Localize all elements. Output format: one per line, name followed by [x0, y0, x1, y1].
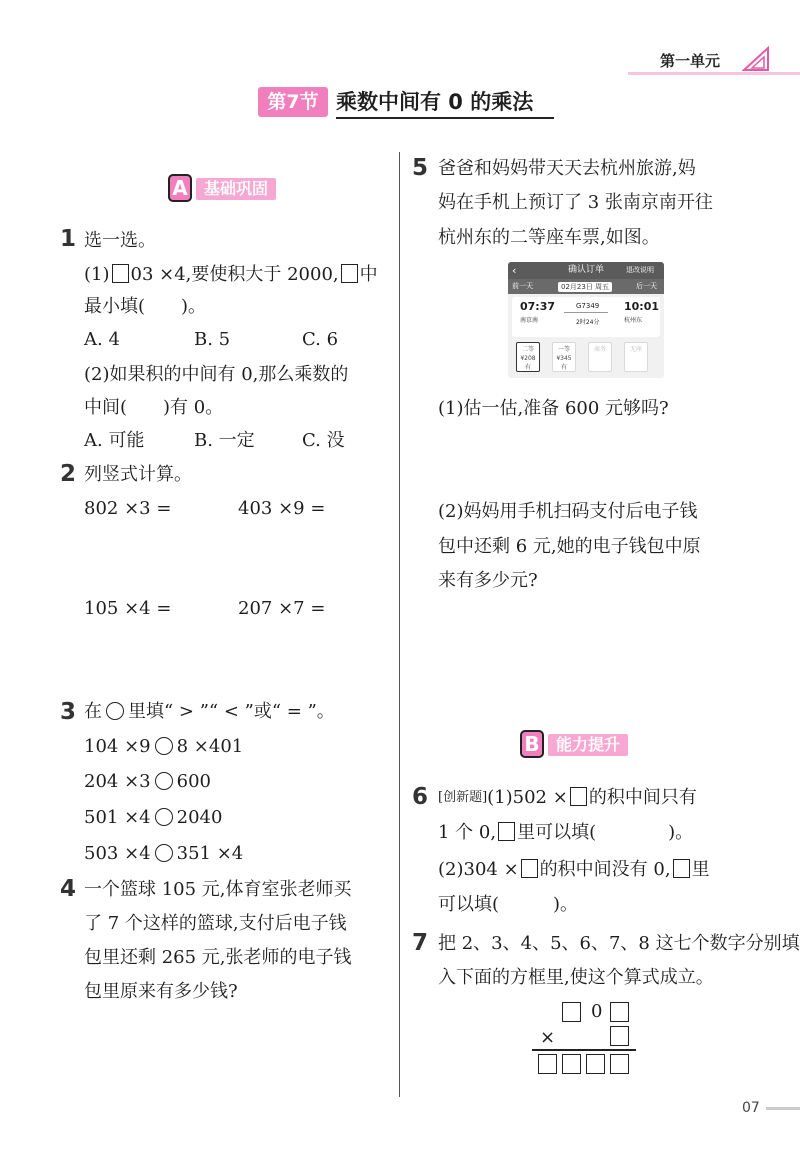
q5-sub1: (1)估一估,准备 600 元够吗? [438, 398, 669, 419]
page-bar [766, 1107, 800, 1110]
digit-box [610, 1026, 629, 1046]
level-b-title: 能力提升 [548, 734, 628, 756]
equation-line [532, 1049, 636, 1051]
level-b-letter: B [520, 730, 544, 758]
q1-option-c: C. 6 [302, 329, 339, 350]
digit-box [562, 1054, 581, 1074]
q4-line-4: 包里原来有多少钱? [84, 981, 238, 1002]
date-bar [508, 279, 664, 294]
q1-option-a: A. 4 [84, 329, 120, 350]
prev-day: 前一天 [512, 282, 533, 290]
q4-number: 4 [60, 876, 77, 902]
q5-sub2-line2: 包中还剩 6 元,她的电子钱包中原 [438, 536, 701, 557]
q4-line-1: 一个篮球 105 元,体育室张老师买 [84, 879, 352, 900]
compare-circle [155, 844, 173, 862]
seat-option: 二等 ¥208 有 [516, 342, 540, 372]
unit-underline [628, 72, 800, 75]
route-line [564, 312, 608, 313]
digit-box [586, 1054, 605, 1074]
seat-option: 商务 [588, 342, 612, 372]
q6-line-2: 1 个 0, 里可以填( )。 [438, 822, 694, 843]
seat-option: 无座 [624, 342, 648, 372]
section-title: 乘数中间有 0 的乘法 [336, 90, 534, 114]
level-a-letter: A [168, 174, 192, 202]
q3-row-3: 501 ×4 2040 [84, 807, 223, 828]
answer-box [498, 822, 515, 841]
unit-label: 第一单元 [660, 52, 721, 70]
dep-station: 南京南 [520, 317, 539, 324]
next-day: 后一天 [636, 282, 657, 290]
date-value: 02月23日 周五 [558, 282, 612, 292]
q1-part2-line2: 中间( )有 0。 [84, 397, 224, 418]
times-sign: × [540, 1027, 556, 1048]
ticket-header [508, 262, 664, 279]
q4-line-2: 了 7 个这样的篮球,支付后电子钱 [84, 913, 347, 934]
q2-item-2: 403 ×9 = [238, 498, 326, 519]
q1-number: 1 [60, 226, 77, 252]
compare-circle [155, 808, 173, 826]
q1-part1-line2: 最小填( )。 [84, 296, 207, 317]
q5-sub2-line3: 来有多少元? [438, 570, 538, 591]
digit-box [610, 1002, 629, 1022]
q1-part1-line1: (1) 03 ×4,要使积大于 2000, 中 [84, 264, 378, 285]
digit-box [562, 1002, 581, 1022]
ticket-rules: 退改说明 [626, 266, 654, 274]
answer-box [570, 787, 587, 806]
ticket-title: 确认订单 [568, 265, 605, 275]
q5-sub2-line1: (2)妈妈用手机扫码支付后电子钱 [438, 501, 698, 522]
innovation-tag: [创新题] [438, 790, 488, 805]
duration: 2时24分 [576, 319, 600, 326]
q1-option-c2: C. 没 [302, 430, 345, 451]
page-number: 07 [742, 1100, 760, 1116]
q5-line-1: 爸爸和妈妈带天天去杭州旅游,妈 [438, 158, 696, 179]
level-a-title: 基础巩固 [196, 178, 276, 200]
dep-time: 07:37 [520, 300, 556, 313]
q3-number: 3 [60, 699, 77, 725]
q1-part2-line1: (2)如果积的中间有 0,那么乘数的 [84, 364, 349, 385]
compare-circle [106, 702, 124, 720]
seat-option: 一等 ¥345 有 [552, 342, 576, 372]
q3-title: 在 里填“ > ”“ < ”或“ = ”。 [84, 701, 335, 722]
arr-station: 杭州东 [624, 317, 643, 324]
triangle-ruler-icon [742, 46, 770, 72]
q2-title: 列竖式计算。 [84, 464, 192, 485]
compare-circle [155, 737, 173, 755]
back-icon: ‹ [512, 264, 517, 277]
ticket-screenshot [508, 262, 664, 378]
q2-item-3: 105 ×4 = [84, 598, 172, 619]
unit-tab [646, 44, 770, 74]
q1-option-a2: A. 可能 [84, 430, 145, 451]
q3-row-2: 204 ×3 600 [84, 771, 211, 792]
column-divider [399, 152, 400, 1097]
train-number: G7349 [576, 302, 600, 310]
q4-line-3: 包里还剩 265 元,张老师的电子钱 [84, 947, 352, 968]
q7-number: 7 [412, 930, 429, 956]
q6-line-4: 可以填( )。 [438, 894, 579, 915]
q6-number: 6 [412, 784, 429, 810]
q5-number: 5 [412, 155, 429, 181]
q2-item-1: 802 ×3 = [84, 498, 172, 519]
q2-number: 2 [60, 461, 77, 487]
q6-line-1: [创新题](1)502 × 的积中间只有 [438, 787, 697, 808]
q6-line-3: (2)304 × 的积中间没有 0, 里 [438, 859, 710, 880]
digit-box [610, 1054, 629, 1074]
arr-time: 10:01 [624, 300, 660, 313]
q1-option-b: B. 5 [194, 329, 231, 350]
q3-row-1: 104 ×9 8 ×401 [84, 736, 244, 757]
q7-line-2: 入下面的方框里,使这个算式成立。 [438, 967, 714, 988]
answer-box [341, 264, 358, 283]
q7-line-1: 把 2、3、4、5、6、7、8 这七个数字分别填 [438, 933, 800, 954]
q1-title: 选一选。 [84, 230, 156, 251]
q5-line-3: 杭州东的二等座车票,如图。 [438, 227, 660, 248]
compare-circle [155, 772, 173, 790]
q1-option-b2: B. 一定 [194, 430, 255, 451]
q5-line-2: 妈在手机上预订了 3 张南京南开往 [438, 192, 713, 213]
zero-digit: 0 [591, 1001, 603, 1022]
digit-box [538, 1054, 557, 1074]
q3-row-4: 503 ×4 351 ×4 [84, 843, 244, 864]
train-card [512, 297, 660, 337]
answer-box [673, 859, 690, 878]
section-badge: 第7节 [258, 87, 328, 117]
q2-item-4: 207 ×7 = [238, 598, 326, 619]
section-underline [336, 117, 554, 119]
answer-box [521, 859, 538, 878]
answer-box [112, 264, 129, 283]
